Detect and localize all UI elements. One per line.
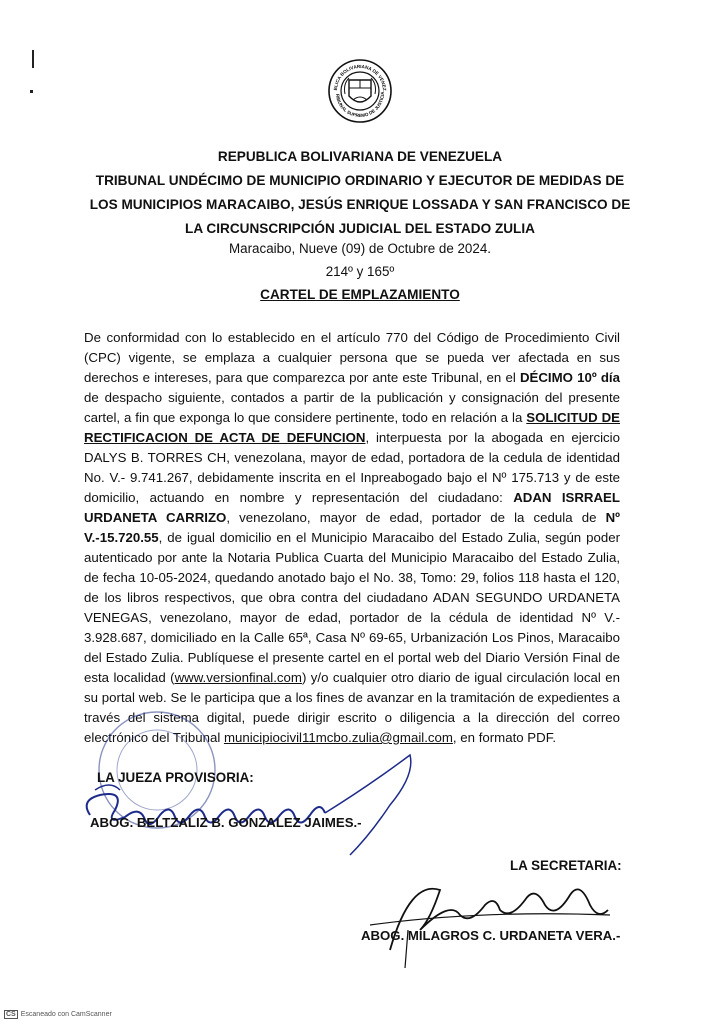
body-paragraph: [84, 328, 620, 748]
body-text: ) y/o cualquier otro diario de igual circulación local en su portal web. Se le participa que a los fines de avanzar en la tramitación de expedientes a través del sistema digital, puede dirigir escrito o diligencia a la dirección del correo electrónico del Tribunal: [84, 670, 621, 745]
body-email-link[interactable]: municipiocivil11mcbo.zulia@gmail.com: [223, 730, 453, 745]
seal-bottom-text: RIBUNAL SUPREMO DE JUSTICIA: [334, 91, 386, 119]
header-republic: REPUBLICA BOLIVARIANA DE VENEZUELA: [217, 149, 503, 164]
body-text: De conformidad con lo establecido en el artículo 770 del Código de Procedimiento Civil (CPC) vigente, se emplaza a cualquier persona que se pueda ver afectada en sus derechos e intereses, para que comparezca por ante este Tribunal, en el: [84, 330, 620, 385]
jueza-name: ABOG. BELTZALIZ B. GONZALEZ JAIMES.-: [90, 815, 362, 830]
body-text: , en formato PDF.: [452, 730, 557, 745]
scanner-watermark: [4, 1010, 112, 1019]
secretaria-title: LA SECRETARIA:: [510, 858, 622, 873]
scan-dot: [30, 90, 33, 93]
camscanner-logo-icon: CS: [6, 1011, 16, 1018]
body-text: de despacho siguiente, contados a partir de la publicación y consignación del presente cartel, a fin que exponga lo que considere pertinente, todo en relación a la: [84, 390, 620, 425]
court-seal-icon: [327, 58, 393, 124]
secretaria-signature-icon: [360, 860, 620, 970]
body-client-name: ADAN ISRRAEL URDANETA CARRIZO: [84, 490, 620, 525]
court-header: [60, 145, 660, 241]
scanner-label: Escaneado con CamScanner: [20, 1011, 112, 1018]
scan-mark: [32, 50, 34, 68]
jueza-title: LA JUEZA PROVISORIA:: [97, 770, 254, 785]
header-tribunal-line2: LOS MUNICIPIOS MARACAIBO, JESÚS ENRIQUE LOSSADA Y SAN FRANCISCO DE: [89, 197, 631, 212]
body-cedula: Nº V.-15.720.55: [84, 510, 620, 545]
document-title: CARTEL DE EMPLAZAMIENTO: [260, 287, 460, 302]
header-tribunal-line1: TRIBUNAL UNDÉCIMO DE MUNICIPIO ORDINARIO Y EJECUTOR DE MEDIDAS DE: [95, 173, 625, 188]
header-tribunal-line3: LA CIRCUNSCRIPCIÓN JUDICIAL DEL ESTADO ZULIA: [185, 221, 535, 236]
secretaria-name: ABOG. MILAGROS C. URDANETA VERA.-: [361, 928, 621, 943]
jueza-signature-icon: [70, 745, 420, 865]
body-text: , de igual domicilio en el Municipio Maracaibo del Estado Zulia, según poder autenticado por ante la Notaria Publica Cuarta del Municipio Maracaibo del Estado Zulia, de fecha 10-05-2024, quedando anotado bajo el No. 38, Tomo: 29, folios 118 hasta el 120, de los libros respectivos, que obra contra del ciudadano ADAN SEGUNDO URDANETA VENEGAS, venezolano, mayor de edad, portador de la cédula de identidad Nº V.- 3.928.687, domiciliado en la Calle 65ª, Casa Nº 69-65, Urbanización Los Pinos, Maracaibo del Estado Zulia. Publíquese el presente cartel en el portal web del Diario Versión Final de esta localidad (: [84, 530, 620, 685]
body-solicitud: SOLICITUD DE RECTIFICACION DE ACTA DE DEFUNCION: [84, 410, 620, 445]
body-text: , interpuesta por la abogada en ejercicio DALYS B. TORRES CH, venezolana, mayor de edad, portadora de la cedula de identidad No. V.- 9.741.267, debidamente inscrita en el Inpreabogado bajo el Nº 175.713 y de este domicilio, actuando en nombre y representación del ciudadano:: [84, 430, 620, 505]
document-years: 214º y 165º: [325, 264, 395, 279]
seal-top-text: BLICA BOLIVARIANA DE VENEZ: [332, 63, 388, 91]
body-website-link[interactable]: www.versionfinal.com: [174, 670, 302, 685]
body-text: , venezolano, mayor de edad, portador de la cedula de: [226, 510, 606, 525]
document-date: Maracaibo, Nueve (09) de Octubre de 2024.: [228, 241, 491, 256]
body-dia: DÉCIMO 10º día: [519, 370, 620, 385]
